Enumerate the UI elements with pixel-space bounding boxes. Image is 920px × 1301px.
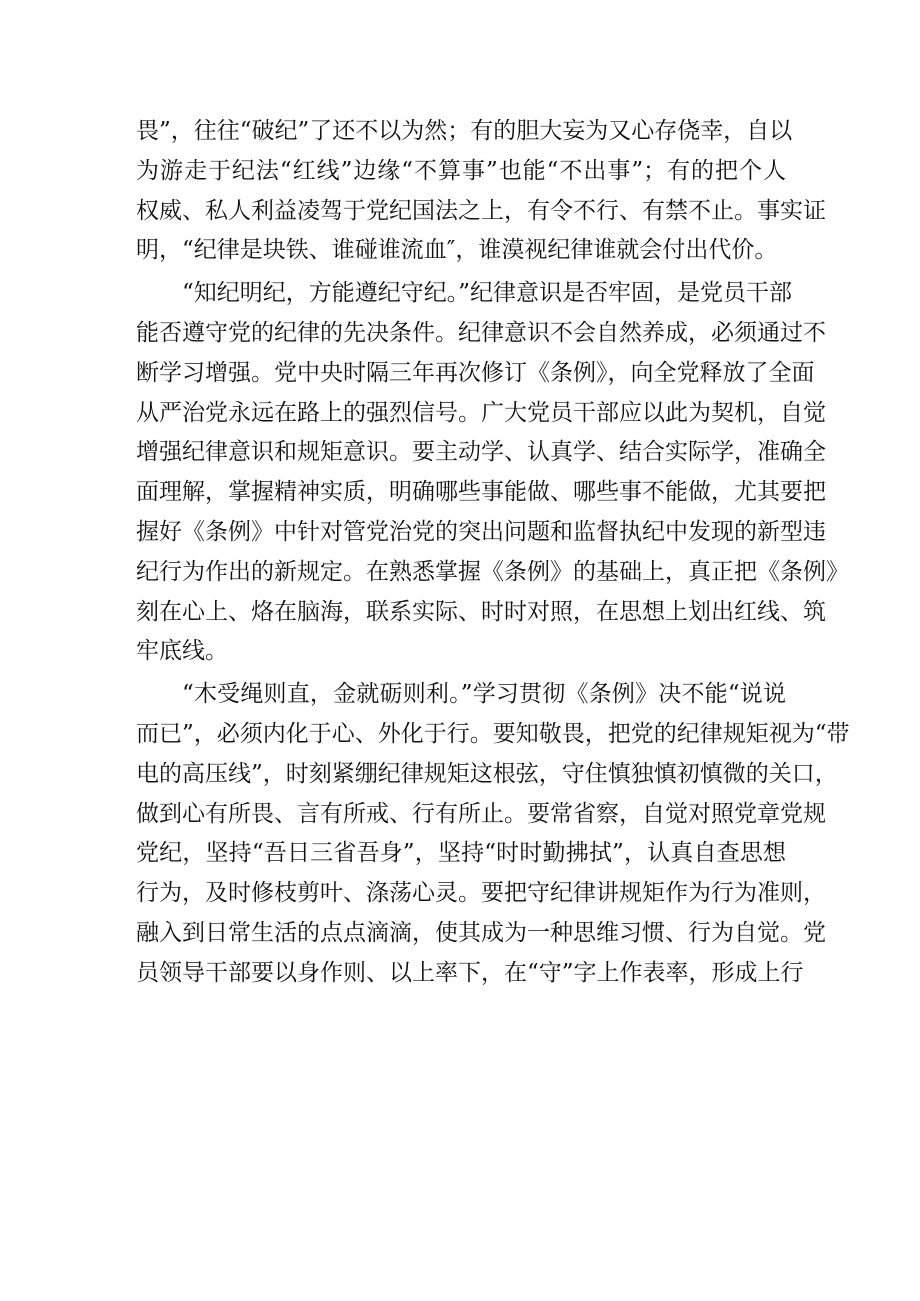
text-line: 牢底线。 — [136, 638, 228, 665]
text-line: “知纪明纪，方能遵纪守纪。”纪律意识是否牢固，是党员干部 — [182, 280, 793, 307]
text-line: 刻在心上、烙在脑海，联系实际、时时对照，在思想上划出红线、筑 — [136, 598, 826, 625]
text-line: 员领导干部要以身作则、以上率下，在“守”字上作表率，形成上行 — [136, 959, 804, 986]
text-line: 能否遵守党的纪律的先决条件。纪律意识不会自然养成，必须通过不 — [136, 319, 826, 346]
text-line: 而已”，必须内化于心、外化于行。要知敬畏，把党的纪律规矩视为“带 — [136, 720, 850, 747]
text-line: 融入到日常生活的点点滴滴，使其成为一种思维习惯、行为自觉。党 — [136, 919, 826, 946]
text-line: 面理解，掌握精神实质，明确哪些事能做、哪些事不能做，尤其要把 — [136, 479, 826, 506]
text-line: 做到心有所畏、言有所戒、行有所止。要常省察，自觉对照党章党规 — [136, 800, 826, 827]
text-line: 畏”，往往“破纪”了还不以为然；有的胆大妄为又心存侥幸，自以 — [136, 118, 793, 144]
text-line: 明，“纪律是块铁、谁碰谁流血″，谁漠视纪律谁就会付出代价。 — [136, 237, 778, 264]
text-line: 断学习增强。党中央时隔三年再次修订《条例》，向全党释放了全面 — [136, 359, 815, 386]
paragraph — [136, 675, 850, 993]
paragraph — [136, 274, 849, 672]
text-line: 为游走于纪法“红线”边缘“不算事”也能“不出事”；有的把个人 — [136, 157, 786, 184]
text-line: 电的高压线”，时刻紧绷纪律规矩这根弦，守住慎独慎初慎微的关口， — [136, 760, 838, 787]
text-line: 增强纪律意识和规矩意识。要主动学、认真学、结合实际学，准确全 — [136, 439, 826, 466]
text-line: 行为，及时修枝剪叶、涤荡心灵。要把守纪律讲规矩作为行为准则， — [136, 880, 826, 907]
text-line: 权威、私人利益凌驾于党纪国法之上，有令不行、有禁不止。事实证 — [136, 197, 826, 224]
text-line: 从严治党永远在路上的强烈信号。广大党员干部应以此为契机，自觉 — [136, 399, 826, 426]
text-line: “木受绳则直，金就砺则利。”学习贯彻《条例》决不能“说说 — [182, 681, 786, 708]
paragraph — [136, 112, 826, 271]
text-line: 纪行为作出的新规定。在熟悉掌握《条例》的基础上，真正把《条例》 — [136, 558, 849, 585]
text-line: 党纪，坚持“吾日三省吾身”，坚持“时时勤拂拭”，认真自查思想 — [136, 840, 786, 867]
document-body — [136, 112, 850, 994]
text-line: 握好《条例》中针对管党治党的突出问题和监督执纪中发现的新型违 — [136, 518, 826, 545]
